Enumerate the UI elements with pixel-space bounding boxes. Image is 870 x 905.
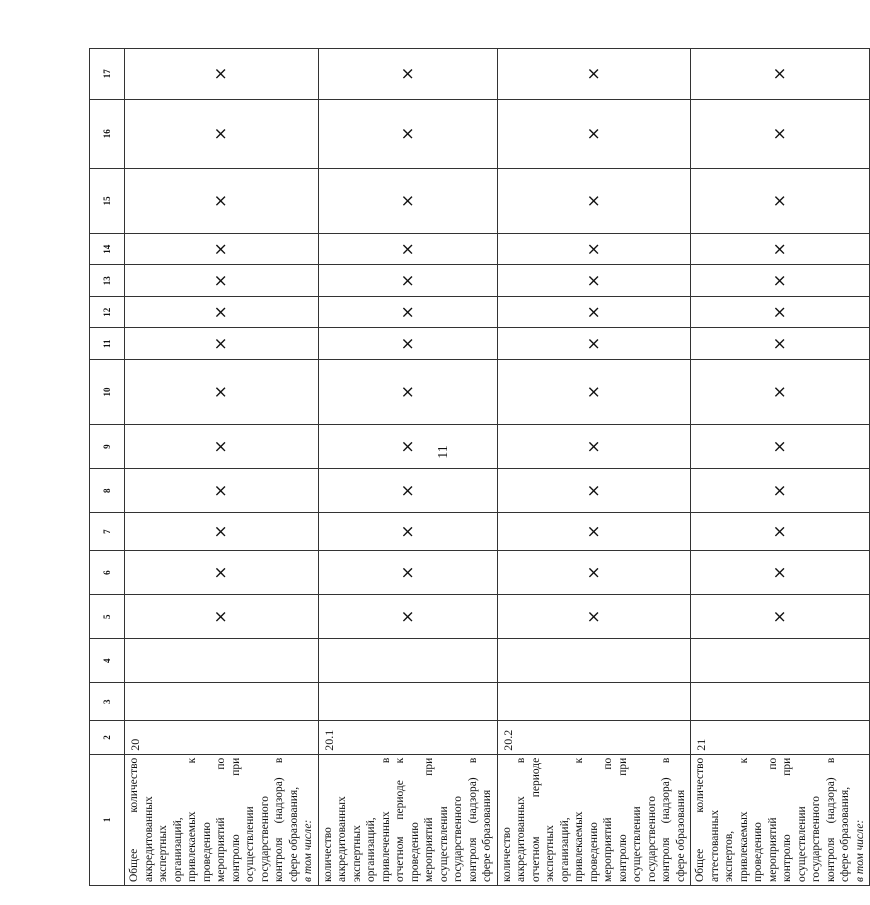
table-cell: × (125, 595, 319, 639)
table-cell: × (497, 296, 691, 328)
row-description (691, 754, 870, 885)
table-cell: × (691, 551, 870, 595)
table-cell: × (125, 328, 319, 360)
table-cell: × (125, 425, 319, 469)
row-subnote: в том числе: (302, 819, 314, 882)
table-cell: × (318, 513, 497, 551)
column-header: 1 (90, 754, 125, 885)
table-cell: × (691, 296, 870, 328)
row-description (318, 754, 497, 885)
report-table (89, 48, 870, 886)
table-body (125, 49, 870, 886)
table-cell (318, 683, 497, 721)
table-cell: × (318, 359, 497, 424)
table-cell: × (125, 265, 319, 297)
table-cell: × (497, 99, 691, 168)
table-cell: × (691, 49, 870, 100)
column-header: 11 (90, 328, 125, 360)
row-description (497, 754, 691, 885)
table-cell (497, 683, 691, 721)
row-description-text: Общее количество аттестованных экспертов, привлекаемых к проведению мероприятий по контролю при осуществлении государственного контроля (надзора) в сфере образования, (694, 757, 851, 882)
column-header: 8 (90, 469, 125, 513)
table-cell: × (497, 49, 691, 100)
table-cell (497, 639, 691, 683)
row-description-text: Общее количество аккредитованных экспертных организаций, привлекаемых к проведению мероприятий по контролю при осуществлении государственного контроля (надзора) в сфере образования, (128, 757, 300, 882)
table-cell: × (318, 296, 497, 328)
column-header: 7 (90, 513, 125, 551)
table-cell: × (125, 296, 319, 328)
table-cell: × (125, 469, 319, 513)
table-cell: × (318, 265, 497, 297)
table-cell: × (691, 469, 870, 513)
table-cell: × (125, 233, 319, 265)
table-cell: × (691, 233, 870, 265)
table-cell: × (497, 425, 691, 469)
row-description (125, 754, 319, 885)
table-cell: × (318, 551, 497, 595)
column-header: 2 (90, 721, 125, 755)
table-cell: × (691, 425, 870, 469)
column-header: 10 (90, 359, 125, 424)
table-cell: × (497, 551, 691, 595)
table-wrapper (89, 48, 866, 886)
table-cell (125, 683, 319, 721)
table-cell: × (497, 595, 691, 639)
column-header: 14 (90, 233, 125, 265)
table-row (691, 49, 870, 886)
table-cell: × (318, 168, 497, 233)
column-header: 17 (90, 49, 125, 100)
table-cell: × (691, 513, 870, 551)
table-cell: × (497, 513, 691, 551)
table-cell: × (497, 359, 691, 424)
row-code: 20.1 (318, 721, 497, 755)
row-code: 20 (125, 721, 319, 755)
column-header: 6 (90, 551, 125, 595)
table-cell: × (497, 328, 691, 360)
table-cell (318, 639, 497, 683)
column-header: 4 (90, 639, 125, 683)
column-header: 5 (90, 595, 125, 639)
header-row (90, 49, 125, 886)
table-cell: × (125, 99, 319, 168)
column-header: 16 (90, 99, 125, 168)
table-cell (691, 683, 870, 721)
table-cell: × (497, 265, 691, 297)
table-cell (125, 639, 319, 683)
table-cell: × (691, 168, 870, 233)
row-code: 21 (691, 721, 870, 755)
table-row (318, 49, 497, 886)
column-header: 15 (90, 168, 125, 233)
table-cell: × (125, 359, 319, 424)
column-header: 3 (90, 683, 125, 721)
table-row (497, 49, 691, 886)
row-code: 20.2 (497, 721, 691, 755)
page-number: 11 (436, 445, 451, 459)
table-cell: × (318, 328, 497, 360)
table-cell: × (318, 233, 497, 265)
column-header: 12 (90, 296, 125, 328)
table-cell: × (691, 359, 870, 424)
table-cell: × (497, 469, 691, 513)
table-cell: × (691, 265, 870, 297)
table-cell: × (691, 595, 870, 639)
table-cell: × (691, 328, 870, 360)
table-cell: × (125, 49, 319, 100)
table-row (125, 49, 319, 886)
table-cell: × (318, 595, 497, 639)
table-cell: × (691, 99, 870, 168)
row-description-text: количество аккредитованных в отчетном периоде экспертных организаций, привлекаемых к проведению мероприятий по контролю при осуществлении государственного контроля (надзора) в сфере образования (500, 757, 687, 882)
table-cell (691, 639, 870, 683)
row-description-text: количество аккредитованных экспертных организаций, привлеченных в отчетном периоде к проведению мероприятий при осуществлении государственного контроля (надзора) в сфере образования (321, 757, 493, 882)
column-header: 13 (90, 265, 125, 297)
table-cell: × (125, 168, 319, 233)
table-cell: × (318, 49, 497, 100)
rotated-table-frame (89, 48, 866, 886)
table-cell: × (318, 99, 497, 168)
table-cell: × (125, 513, 319, 551)
table-cell: × (497, 233, 691, 265)
table-cell: × (125, 551, 319, 595)
table-cell: × (497, 168, 691, 233)
table-cell: × (318, 425, 497, 469)
column-header: 9 (90, 425, 125, 469)
table-cell: × (318, 469, 497, 513)
row-subnote: в том числе: (853, 819, 866, 882)
